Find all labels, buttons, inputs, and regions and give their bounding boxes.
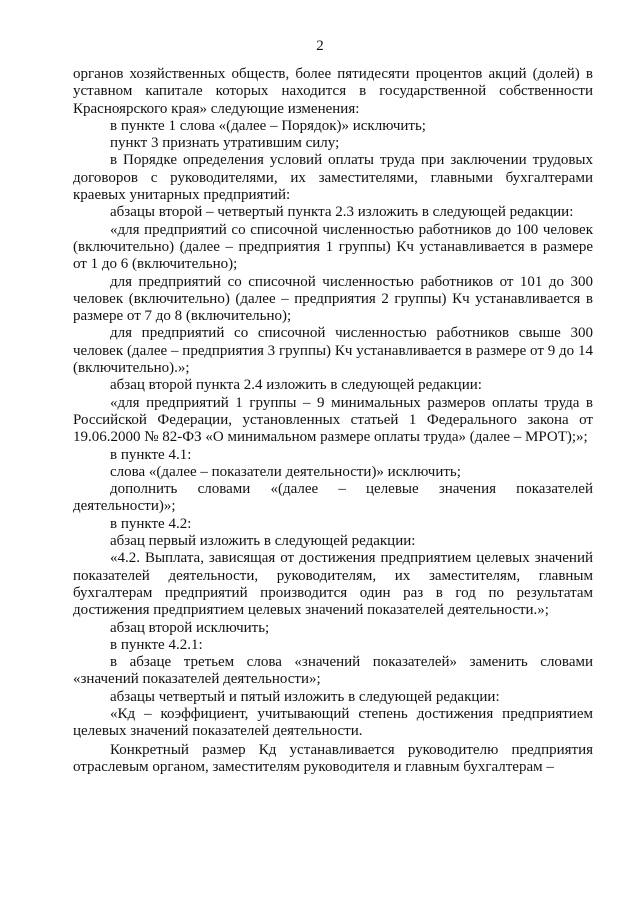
paragraph-3: пункт 3 признать утратившим силу;: [110, 135, 340, 152]
paragraph-20: абзацы четвертый и пятый изложить в следующей редакции:: [110, 688, 500, 705]
page-number: 2: [316, 38, 324, 54]
paragraph-5: абзацы второй – четвертый пункта 2.3 изложить в следующей редакции:: [110, 204, 574, 221]
paragraph-2: в пункте 1 слова «(далее – Порядок)» исключить;: [110, 117, 426, 134]
paragraph-13: дополнить словами «(далее – целевые значения показателей деятельности)»;: [73, 481, 593, 515]
paragraph-16: «4.2. Выплата, зависящая от достижения предприятием целевых значений показателей деятельности, руководителям, их заместителям, главным бухгалтерам предприятий производится один раз в год по результатам достижения предприятием целевых значений показателей деятельности.»;: [73, 550, 593, 619]
paragraph-8: для предприятий со списочной численностью работников свыше 300 человек (далее – предприятия 3 группы) Кч устанавливается в размере от 9 до 14 (включительно).»;: [73, 325, 593, 377]
paragraph-11: в пункте 4.1:: [110, 446, 192, 463]
paragraph-9: абзац второй пункта 2.4 изложить в следующей редакции:: [110, 377, 482, 394]
paragraph-21: «Кд – коэффициент, учитывающий степень достижения предприятием целевых значений показателей деятельности.: [73, 705, 593, 740]
paragraph-1: органов хозяйственных обществ, более пятидесяти процентов акций (долей) в уставном капитале которых находится в государственной собственности Красноярского края» следующие изменения:: [73, 66, 593, 117]
paragraph-18: в пункте 4.2.1:: [110, 636, 203, 653]
paragraph-14: в пункте 4.2:: [110, 515, 192, 532]
document-body: [73, 66, 593, 776]
paragraph-7: для предприятий со списочной численностью работников от 101 до 300 человек (включительно) (далее – предприятия 2 группы) Кч устанавливается в размере от 7 до 8 (включительно);: [73, 273, 593, 325]
paragraph-17: абзац второй исключить;: [110, 619, 270, 636]
paragraph-6: «для предприятий со списочной численностью работников до 100 человек (включительно) (далее – предприятия 1 группы) Кч устанавливается в размере от 1 до 6 (включительно);: [73, 221, 593, 273]
paragraph-19: в абзаце третьем слова «значений показателей» заменить словами «значений показателей деятельности»;: [73, 654, 593, 688]
paragraph-10: «для предприятий 1 группы – 9 минимальных размеров оплаты труда в Российской Федерации, установленных статьей 1 Федерального закона от 19.06.2000 № 82-ФЗ «О минимальном размере оплаты труда» (далее – МРОТ);»;: [73, 394, 593, 446]
paragraph-12: слова «(далее – показатели деятельности)» исключить;: [110, 463, 461, 480]
paragraph-4: в Порядке определения условий оплаты труда при заключении трудовых договоров с руководителями, их заместителями, главными бухгалтерами краевых унитарных предприятий:: [73, 152, 593, 204]
paragraph-22: Конкретный размер Кд устанавливается руководителю предприятия отраслевым органом, заместителям руководителя и главным бухгалтерам –: [73, 741, 593, 775]
paragraph-15: абзац первый изложить в следующей редакции:: [110, 533, 416, 550]
